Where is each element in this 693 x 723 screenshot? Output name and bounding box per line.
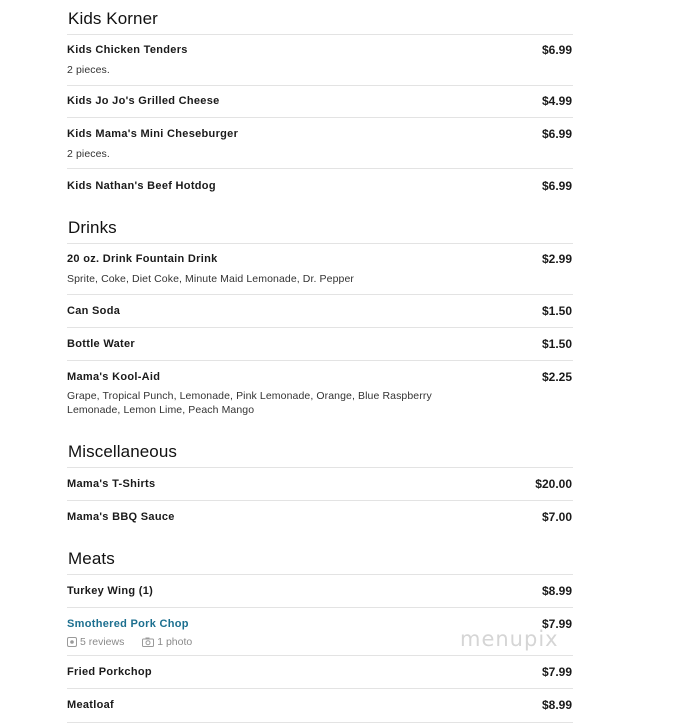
item-price: $6.99: [541, 179, 572, 193]
menu-item[interactable]: [67, 360, 573, 425]
menu-item[interactable]: [67, 34, 573, 86]
item-price: $7.99: [541, 665, 572, 679]
photos-link[interactable]: [142, 636, 192, 648]
section-title: Meats: [68, 549, 115, 568]
item-price: $6.99: [541, 43, 572, 57]
item-name-link[interactable]: Smothered Pork Chop: [67, 618, 189, 630]
item-meta: [67, 636, 192, 648]
item-name: Kids Nathan's Beef Hotdog: [67, 180, 216, 192]
section-drinks: [67, 216, 573, 239]
photos-count: 1 photo: [157, 636, 193, 649]
menu-item[interactable]: [67, 327, 573, 361]
menu-item[interactable]: [67, 117, 573, 169]
item-price: $1.50: [541, 304, 572, 318]
camera-icon: [142, 637, 154, 647]
item-name: 20 oz. Drink Fountain Drink: [67, 253, 218, 265]
section-miscellaneous: [67, 440, 573, 463]
menu-item[interactable]: [67, 500, 573, 534]
menu-item[interactable]: [67, 243, 573, 295]
item-name: Kids Chicken Tenders: [67, 44, 188, 56]
item-price: $2.99: [541, 252, 572, 266]
item-name: Mama's BBQ Sauce: [67, 511, 175, 523]
item-name: Kids Mama's Mini Cheseburger: [67, 128, 239, 140]
section-kids-korner: [67, 7, 573, 30]
menu-item[interactable]: [67, 294, 573, 328]
item-price: $2.25: [541, 370, 572, 384]
item-price: $4.99: [541, 94, 572, 108]
item-name: Kids Jo Jo's Grilled Cheese: [67, 95, 220, 107]
item-price: $8.99: [541, 584, 572, 598]
item-name: Meatloaf: [67, 699, 115, 711]
item-description: Sprite, Coke, Diet Coke, Minute Maid Lemonade, Dr. Pepper: [67, 273, 355, 285]
item-name: Mama's Kool-Aid: [67, 371, 161, 383]
menu-item[interactable]: [67, 688, 573, 723]
section-title: Miscellaneous: [68, 442, 178, 461]
menu-item[interactable]: [67, 467, 573, 501]
menu-item[interactable]: [67, 655, 573, 689]
item-price: $1.50: [541, 337, 572, 351]
item-price: $7.99: [541, 617, 572, 631]
item-description: 2 pieces.: [67, 148, 110, 160]
item-price: $20.00: [535, 477, 572, 491]
item-price: $8.99: [541, 698, 572, 712]
menu-item[interactable]: [67, 574, 573, 608]
menu-item[interactable]: [67, 85, 573, 118]
menu-item[interactable]: [67, 168, 573, 203]
item-name: Fried Porkchop: [67, 666, 152, 678]
reviews-link[interactable]: [67, 636, 124, 648]
item-name: Mama's T-Shirts: [67, 478, 156, 490]
section-meats: [67, 547, 573, 570]
item-price: $7.00: [541, 510, 572, 524]
item-name: Bottle Water: [67, 338, 135, 350]
menupix-watermark: menupix: [460, 627, 559, 651]
item-name: Can Soda: [67, 305, 121, 317]
reviews-count: 5 reviews: [80, 636, 125, 649]
item-description: 2 pieces.: [67, 64, 110, 76]
review-icon: [67, 637, 77, 647]
section-title: Drinks: [68, 218, 117, 237]
item-price: $6.99: [541, 127, 572, 141]
item-description: Grape, Tropical Punch, Lemonade, Pink Lemonade, Orange, Blue Raspberry Lemonade, Lemon Lime, Peach Mango: [67, 390, 432, 416]
section-title: Kids Korner: [68, 9, 158, 28]
item-name: Turkey Wing (1): [67, 585, 154, 597]
